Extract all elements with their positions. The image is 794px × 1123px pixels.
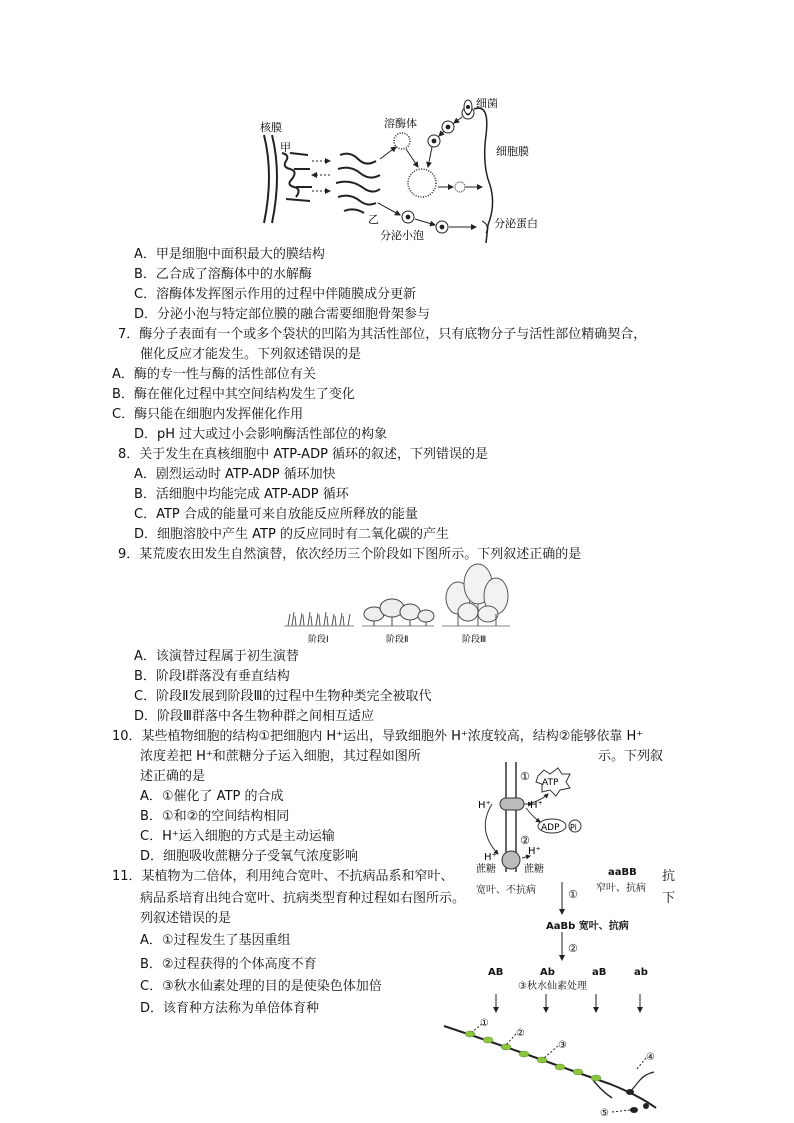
cell-membrane — [474, 108, 493, 243]
circled-1-label: ① — [520, 770, 530, 783]
golgi-apparatus-yi — [336, 154, 380, 213]
q9-option-b: B．阶段Ⅰ群落没有垂直结构 — [134, 669, 290, 684]
wide-not-resistant-label: 宽叶、不抗病 — [476, 885, 536, 896]
q7-stem-line2: 催化反应才能发生。下列叙述错误的是 — [140, 347, 362, 362]
branch-label-1: ① — [480, 1018, 489, 1029]
atp-label: ATP — [542, 778, 559, 788]
q9-option-d: D．阶段Ⅲ群落中各生物种群之间相互适应 — [134, 709, 374, 724]
step-2-label: ② — [568, 942, 578, 955]
adp-label: ADP — [541, 823, 560, 833]
structure-1-pump — [500, 798, 524, 810]
q10-stem-line2a: 浓度差把 H⁺和蔗糖分子运入细胞，其过程如图所 — [140, 749, 421, 764]
q8-stem: 8．关于发生在真核细胞中 ATP-ADP 循环的叙述，下列错误的是 — [118, 447, 489, 462]
q8-option-a: A．剧烈运动时 ATP-ADP 循环加快 — [134, 467, 336, 482]
sucrose-right-label: 蔗糖 — [524, 864, 544, 875]
stage1-grassland-image — [284, 612, 354, 626]
label-lysosome: 溶酶体 — [384, 117, 417, 130]
h-plus-bottom-right-label: H⁺ — [528, 846, 541, 857]
h-plus-right-label: H⁺ — [530, 800, 543, 811]
q9-option-a: A．该演替过程属于初生演替 — [134, 649, 299, 664]
q10-option-c: C．H⁺运入细胞的方式是主动运输 — [140, 829, 335, 844]
q8-option-b: B．活细胞中均能完成 ATP-ADP 循环 — [134, 487, 349, 502]
q7-stem-line1: 7．酶分子表面有一个或多个袋状的凹陷为其活性部位，只有底物分子与活性部位精确契合， — [118, 327, 647, 342]
cell-membrane-system-figure — [250, 95, 550, 245]
q7-option-d: D．pH 过大或过小会影响酶活性部位的构象 — [134, 427, 388, 442]
q6-option-c: C．溶酶体发挥图示作用的过程中伴随膜成分更新 — [134, 287, 417, 302]
branch-stem — [444, 1026, 656, 1108]
q6-option-a: A．甲是细胞中面积最大的膜结构 — [134, 247, 325, 262]
stage3-forest-image — [442, 564, 510, 626]
branch-label-3: ③ — [558, 1040, 567, 1051]
q11-stem-line2: 病品系培育出纯合宽叶、抗病类型育种过程如右图所示。 — [140, 891, 466, 906]
label-secretory-vesicle: 分泌小泡 — [380, 229, 424, 242]
endoplasmic-reticulum-jia — [282, 153, 312, 201]
branch-label-4: ④ — [646, 1052, 655, 1063]
pi-label: Pi — [570, 823, 577, 832]
q8-option-c: C．ATP 合成的能量可来自放能反应所释放的能量 — [134, 507, 418, 522]
h-plus-left-label: H⁺ — [478, 800, 491, 811]
q11-option-d: D．该育种方法称为单倍体育种 — [140, 1001, 320, 1016]
digestive-vesicle — [408, 169, 436, 197]
branch-label-5: ⑤ — [600, 1108, 609, 1119]
q7-option-b: B．酶在催化过程中其空间结构发生了变化 — [112, 387, 355, 402]
q11-stem-line1: 11．某植物为二倍体，利用纯合宽叶、不抗病品系和窄叶、 — [112, 869, 454, 884]
stage2-label: 阶段Ⅱ — [386, 635, 409, 645]
q8-option-d: D．细胞溶胶中产生 ATP 的反应同时有二氧化碳的产生 — [134, 527, 449, 542]
gamete-AB: AB — [488, 967, 504, 978]
succession-stages-figure — [282, 562, 512, 648]
branch-node-figure — [440, 1012, 670, 1120]
h-plus-bottom-left-label: H⁺ — [484, 852, 497, 863]
q6-option-d: D．分泌小泡与特定部位膜的融合需要细胞骨架参与 — [134, 307, 431, 322]
narrow-resistant-label: 窄叶、抗病 — [596, 883, 646, 894]
q9-stem: 9．某荒废农田发生自然演替，依次经历三个阶段如下图所示。下列叙述正确的是 — [118, 547, 582, 562]
q11-stem-tail1: 抗 — [662, 869, 676, 884]
stage2-shrubland-image — [362, 599, 434, 626]
q11-option-b: B．②过程获得的个体高度不育 — [140, 957, 317, 972]
q11-option-c: C．③秋水仙素处理的目的是使染色体加倍 — [140, 979, 382, 994]
q10-option-b: B．①和②的空间结构相同 — [140, 809, 290, 824]
label-cell-membrane: 细胞膜 — [496, 145, 529, 158]
q6-option-b: B．乙合成了溶酶体中的水解酶 — [134, 267, 312, 282]
stage1-label: 阶段Ⅰ — [308, 635, 329, 645]
q10-stem-line1: 10．某些植物细胞的结构①把细胞内 H⁺运出，导致细胞外 H⁺浓度较高，结构②能够依靠 H⁺ — [112, 729, 644, 744]
label-yi: 乙 — [368, 213, 379, 226]
stage3-label: 阶段Ⅲ — [462, 635, 487, 645]
q7-option-c: C．酶只能在细胞内发挥催化作用 — [112, 407, 304, 422]
sucrose-left-label: 蔗糖 — [476, 864, 496, 875]
q11-stem-tail2: 下 — [662, 891, 676, 906]
gamete-Ab: Ab — [540, 967, 555, 978]
label-secreted-protein: 分泌蛋白 — [494, 217, 538, 230]
nuclear-membrane — [264, 135, 269, 223]
breeding-flowchart — [470, 860, 660, 1015]
gamete-ab: ab — [634, 967, 648, 978]
q10-option-d: D．细胞吸收蔗糖分子受氧气浓度影响 — [140, 849, 359, 864]
lysosome — [394, 133, 410, 149]
circled-2-label: ② — [520, 834, 530, 847]
step-3-label: ③秋水仙素处理 — [518, 981, 587, 992]
gamete-aB: aB — [592, 967, 607, 978]
label-jia: 甲 — [280, 141, 291, 154]
step-1-label: ① — [568, 888, 578, 901]
q10-stem-line3: 述正确的是 — [140, 769, 206, 784]
q10-option-a: A．①催化了 ATP 的合成 — [140, 789, 284, 804]
q7-option-a: A．酶的专一性与酶的活性部位有关 — [112, 367, 316, 382]
label-nuclear-membrane: 核膜 — [260, 121, 282, 134]
q11-option-a: A．①过程发生了基因重组 — [140, 933, 291, 948]
genotype-AaBb: AaBb 宽叶、抗病 — [546, 921, 629, 932]
q9-option-c: C．阶段Ⅱ发展到阶段Ⅲ的过程中生物种类完全被取代 — [134, 689, 432, 704]
q10-stem-line2b: 示。下列叙 — [598, 749, 664, 764]
q11-stem-line3: 列叙述错误的是 — [140, 911, 232, 926]
genotype-aaBB: aaBB — [608, 867, 637, 878]
label-bacteria: 细菌 — [476, 97, 498, 110]
branch-label-2: ② — [516, 1028, 525, 1039]
